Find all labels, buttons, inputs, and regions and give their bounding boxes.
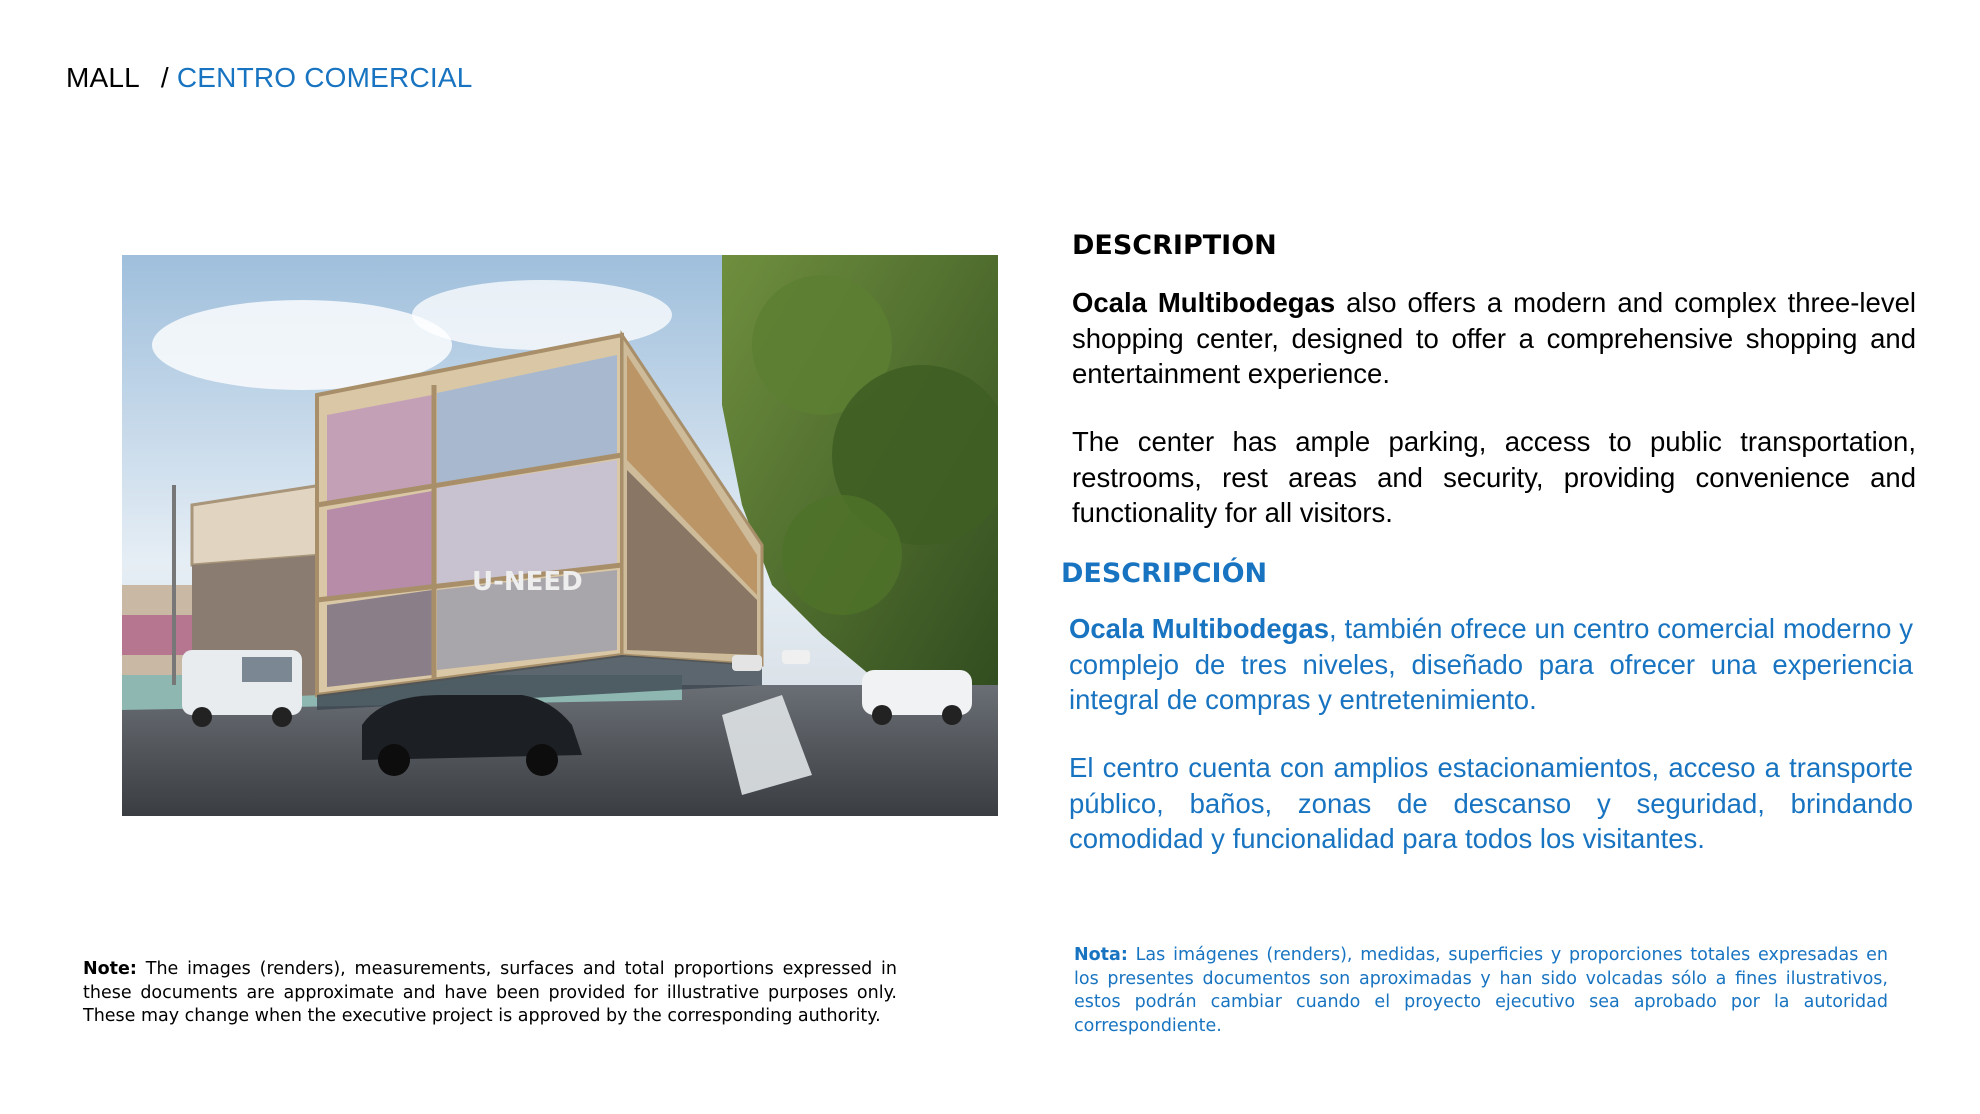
- brand-name: Ocala Multibodegas: [1072, 287, 1336, 318]
- mall-render-illustration: [122, 255, 998, 816]
- page-header: [66, 62, 473, 94]
- nota-label: Nota:: [1074, 945, 1128, 965]
- descripcion-paragraph-1: [1069, 611, 1913, 718]
- descripcion-paragraph-2: El centro cuenta con amplios estacionamientos, acceso a transporte público, baños, zonas de descanso y seguridad, brindando comodidad y funcionalidad para todos los visitantes.: [1069, 752, 1913, 854]
- header-prefix: MALL: [66, 62, 139, 93]
- header-separator: /: [160, 62, 169, 93]
- descripcion-heading: DESCRIPCIÓN: [1061, 558, 1268, 589]
- note-text: The images (renders), measurements, surfaces and total proportions expressed in these documents are approximate and have been provided for illustrative purposes only. These may change when the executive project is approved by the corresponding authority.: [83, 959, 897, 1026]
- page-title: CENTRO COMERCIAL: [176, 62, 473, 93]
- description-heading: DESCRIPTION: [1072, 230, 1277, 261]
- mall-render-image: [122, 255, 998, 816]
- nota-text: Las imágenes (renders), medidas, superficies y proporciones totales expresadas en los presentes documentos son aproximadas y han sido volcadas sólo a fines ilustrativos, estos podrán cambiar cuando el proyecto ejecutivo sea aprobado por la autoridad correspondiente.: [1074, 945, 1888, 1036]
- note-english: [83, 958, 897, 1029]
- u-need-sign: U-NEED: [472, 567, 583, 597]
- descripcion-paragraph-1-text: , también ofrece un centro comercial moderno y complejo de tres niveles, diseñado para ofrecer una experiencia integral de compras y entretenimiento.: [1069, 613, 1913, 715]
- note-label: Note:: [83, 959, 137, 979]
- description-paragraph-1-text: also offers a modern and complex three-level shopping center, designed to offer a comprehensive shopping and entertainment experience.: [1072, 287, 1916, 389]
- nota-spanish: [1074, 944, 1888, 1038]
- description-paragraph-1: [1072, 285, 1916, 392]
- brand-name-es: Ocala Multibodegas: [1069, 613, 1330, 644]
- description-paragraph-2: The center has ample parking, access to public transportation, restrooms, rest areas and security, providing convenience and functionality for all visitors.: [1072, 426, 1916, 528]
